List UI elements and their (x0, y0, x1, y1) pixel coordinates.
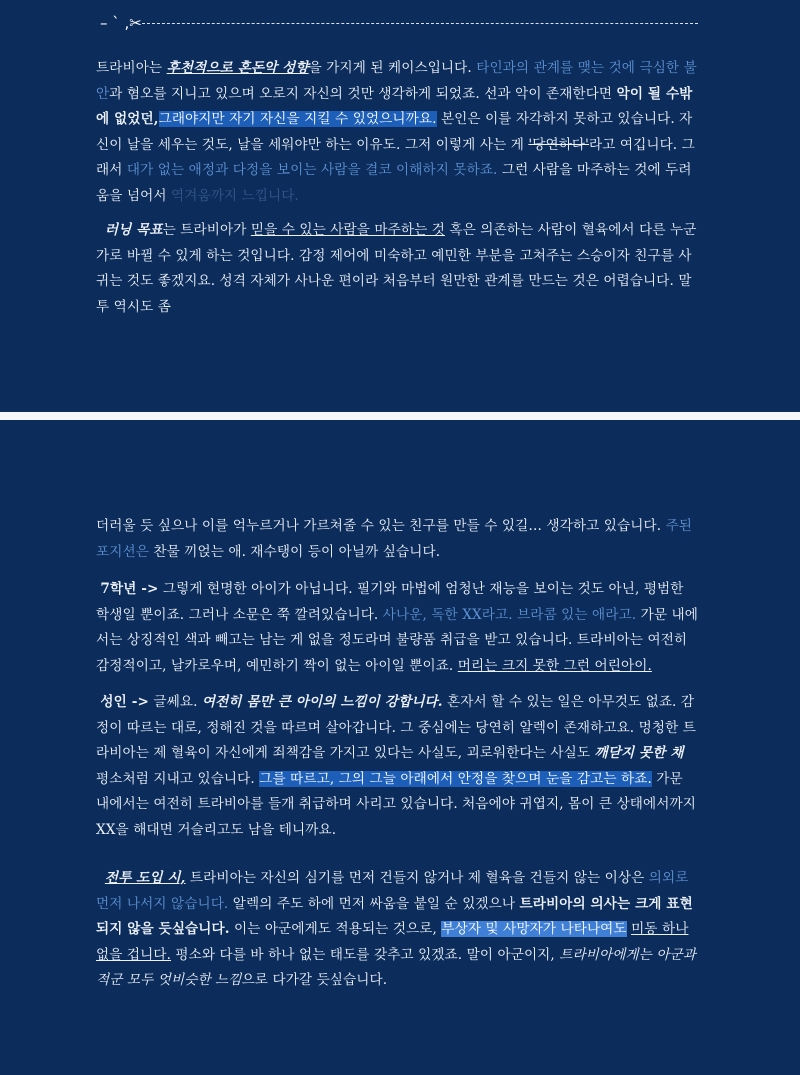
text-run: 이는 아군에게도 적용되는 것으로, (229, 921, 442, 937)
accent-text: 의외로 먼저 나서지 않습니다. (96, 870, 689, 912)
section-label: 러닝 목표 (104, 222, 163, 238)
scissors-icon: – ` ,✂ (100, 14, 142, 32)
emphasis-alignment: 후천적으로 혼돈악 성향 (166, 60, 309, 76)
emphasis-text: 깨닫지 못한 채 (594, 745, 684, 761)
page-break (0, 412, 800, 420)
cut-line-divider (100, 13, 698, 33)
paragraph-adult (96, 690, 698, 843)
paragraph-personality (96, 56, 698, 209)
accent-text: 대가 없는 애정과 다정을 보이는 사람을 결코 이해하지 못하죠. (126, 162, 498, 178)
document-page-1 (0, 0, 800, 412)
text-run: 는 트라비아가 (162, 222, 251, 238)
faded-text: 역겨움까지 느낍니다. (171, 187, 299, 204)
document-page-2 (0, 420, 800, 1075)
highlighted-text: 그를 따르고, 그의 그늘 아래에서 안정을 찾으며 눈을 감고는 하죠. (259, 770, 652, 787)
text-run: 찬물 끼얹는 애. 재수탱이 등이 아닐까 싶습니다. (148, 543, 441, 560)
text-run: 알렉의 주도 하에 먼저 싸움을 붙일 순 있겠으나 (228, 895, 520, 912)
bold-text: 트라비아의 의사는 크게 표현되지 않을 듯싶습니다. (96, 895, 693, 937)
underlined-text: 머리는 크지 못한 그런 어린아이. (457, 657, 652, 674)
text-run: 본인은 이를 자각하지 못하고 있습니다. 자신이 날을 세우는 것도, 날을 세워야만 하는 이유도. 그저 이렇게 사는 게 (96, 111, 693, 153)
text-run: 으로 다가갈 듯싶습니다. (241, 972, 388, 988)
text-run: 더러울 듯 싶으나 이를 억누르거나 가르쳐줄 수 있는 친구를 만들 수 있길… 생각하고 있습니다. (96, 518, 666, 534)
text-run: 트라비아는 자신의 심기를 먼저 건들지 않거나 제 혈육을 건들지 않는 이상은 (185, 870, 649, 886)
dashed-rule (142, 23, 698, 24)
underlined-text: 미동 하나 없을 겁니다. (96, 921, 689, 963)
paragraph-continued (96, 514, 698, 565)
text-run: 글쎄요. (148, 694, 202, 710)
paragraph-7th-year (96, 577, 698, 679)
paragraph-combat (96, 866, 698, 994)
text-run: 평소처럼 지내고 있습니다. (96, 770, 260, 787)
text-run: 라고 여깁니다. 그래서 (96, 136, 695, 178)
emphasis-text: 여전히 몸만 큰 아이의 느낌이 강합니다. (201, 694, 443, 710)
text-run: 과 혐오를 지니고 있으며 오로지 자신의 것만 생각하게 되었죠. 선과 악이 존재한다면 (109, 85, 617, 102)
text-run: 혹은 의존하는 사람이 혈육에서 다른 누군가로 바뀔 수 있게 하는 것입니다. 감정 제어에 미숙하고 예민한 부분을 고쳐주는 스승이자 친구를 사귀는 것도 좋겠지요. 성격 자체가 사나운 편이라 처음부터 원만한 관계를 만드는 것은 어렵습니다. 말투 역시도 좀 (96, 222, 697, 315)
paragraph-running-goal (96, 218, 698, 320)
bold-text: 악이 될 수밖에 없었던, (96, 85, 693, 127)
text-run: 그런 사람을 마주하는 것에 두려움을 넘어서 (96, 162, 692, 204)
strikethrough-text: '당연하다' (528, 136, 589, 153)
highlighted-text: 부상자 및 사망자가 나타나여도 (441, 921, 627, 937)
accent-text: 주된 포지션은 (96, 518, 693, 560)
section-label: 전투 도입 시, (104, 870, 186, 886)
highlighted-text: 그래야지만 자기 자신을 지킬 수 있었으니까요. (158, 111, 437, 127)
section-label: 성인 -> (100, 694, 149, 710)
section-label: 7학년 -> (100, 581, 159, 597)
text-run: 혼자서 할 수 있는 일은 아무것도 없죠. 감정이 따르는 대로, 정해진 것을 따르며 살아갑니다. 그 중심에는 당연히 알렉이 존재하고요. 멍청한 트라비아는 제 혈육이 자신에게 죄책감을 가지고 있다는 사실도, 괴로워한다는 사실도 (96, 694, 696, 761)
underlined-text: 믿을 수 있는 사람을 마주하는 것 (250, 222, 445, 238)
accent-text: 타인과의 관계를 맺는 것에 극심한 불안 (96, 60, 697, 102)
text-run: 가문 내에서는 여전히 트라비아를 들개 취급하며 사리고 있습니다. 처음에야 귀엽지, 몸이 큰 상태에서까지 XX을 해대면 거슬리고도 남을 테니까요. (96, 770, 696, 838)
text-run: 평소와 다를 바 하나 없는 태도를 갖추고 있겠죠. 말이 아군이지, (171, 946, 560, 963)
text-run: 트라비아는 (96, 60, 167, 76)
text-run: 그렇게 현명한 아이가 아닙니다. 필기와 마법에 엄청난 재능을 보이는 것도 아닌, 평범한 학생일 뿐이죠. 그러나 소문은 쭉 깔려있습니다. (96, 581, 684, 623)
text-run: 을 가지게 된 케이스입니다. (308, 60, 477, 76)
italic-text: 트라비아에게는 아군과 적군 모두 엇비슷한 느낌 (96, 946, 697, 988)
accent-text: 사나운, 독한 XX라고. 브라콤 있는 애라고. (382, 606, 637, 623)
text-run: 가문 내에서는 상징적인 색과 빼고는 남는 게 없을 정도라며 불량품 취급을 받고 있습니다. 트라비아는 여전히 감정적이고, 날카로우며, 예민하기 짝이 없는 아이일 뿐이죠. (96, 606, 698, 674)
